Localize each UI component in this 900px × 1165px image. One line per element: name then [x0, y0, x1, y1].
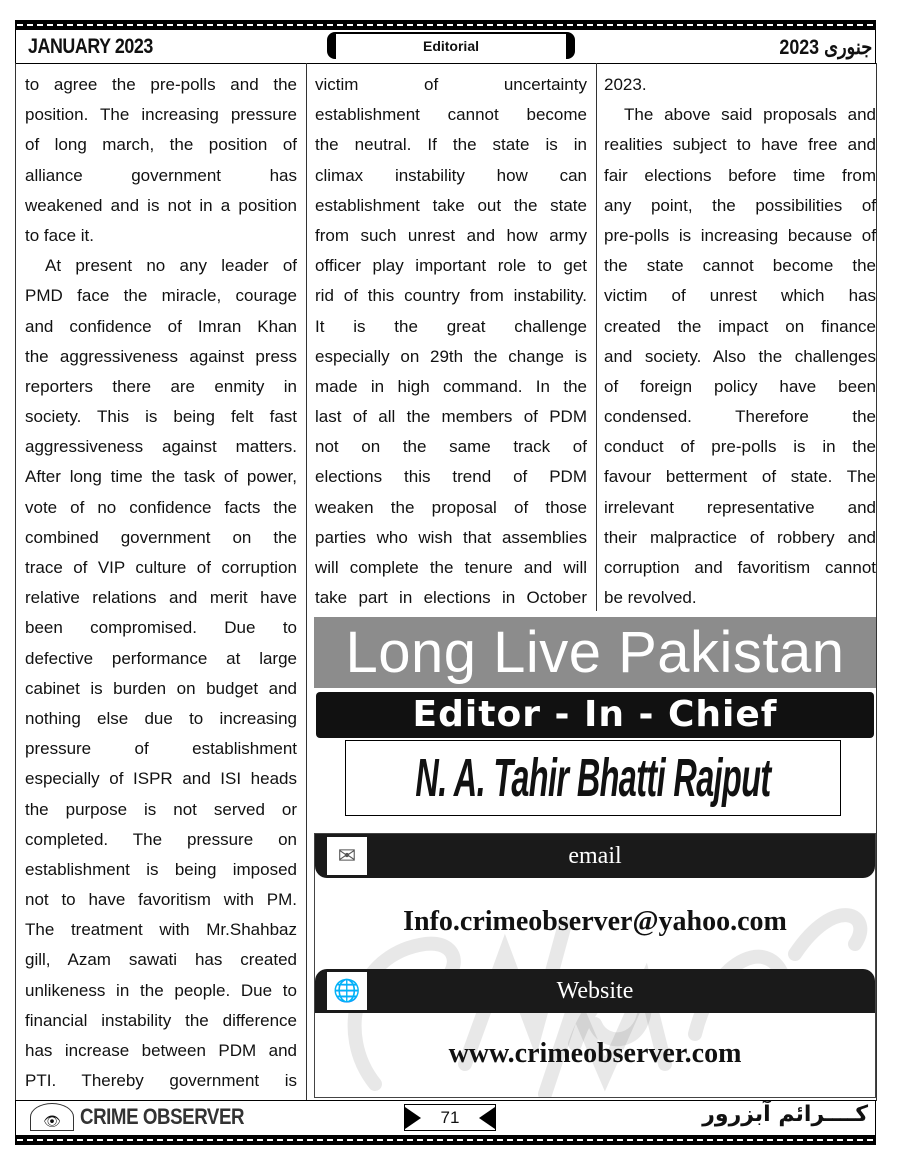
text-line: gill, Azam sawati has created — [25, 950, 297, 970]
text-line: realities subject to have free and — [604, 135, 876, 155]
text-line: establishment is being imposed — [25, 859, 297, 879]
left-border — [15, 63, 16, 1101]
website-url[interactable]: www.crimeobserver.com — [448, 1038, 742, 1069]
text-line: the aggressiveness against press — [25, 346, 297, 366]
text-line: not to have favoritism with PM. — [25, 890, 297, 910]
header-month-en: JANUARY 2023 — [28, 35, 153, 58]
text-line: weaken the proposal of those — [315, 497, 587, 517]
text-line: has increase between PDM and — [25, 1041, 297, 1060]
editor-name-box — [345, 740, 841, 816]
text-line: alliance government has — [25, 165, 297, 185]
text-line: from such unrest and how army — [315, 225, 587, 245]
text-line: fair elections before time from — [604, 165, 876, 185]
text-line: defective performance at large — [25, 648, 297, 668]
text-line: their malpractice of robbery and — [604, 527, 876, 547]
text-line: pre-polls is increasing because of — [604, 225, 876, 245]
email-envelope-icon: ✉ — [327, 837, 367, 875]
right-border — [876, 63, 877, 1101]
page-number: 71 — [404, 1104, 496, 1131]
text-line: the state cannot become the — [604, 256, 876, 276]
text-line: unlikeness in the people. Due to — [25, 980, 297, 1000]
text-line: weakened and is not in a position — [25, 195, 297, 215]
eye-logo-icon: 👁 — [30, 1103, 74, 1131]
text-line: victim of unrest which has — [604, 286, 876, 306]
text-line: After long time the task of power, — [25, 467, 297, 487]
text-line: last of all the members of PDM — [315, 407, 587, 427]
editor-name: N. A. Tahir Bhatti Rajput — [415, 748, 771, 808]
footer-brand — [30, 1103, 273, 1131]
website-label: Website — [556, 978, 634, 1004]
text-line: PTI. Thereby government is — [25, 1071, 297, 1091]
text-line: At present no any leader of — [45, 256, 297, 276]
text-line: combined government on the — [25, 527, 297, 547]
text-line: the neutral. If the state is in — [315, 135, 587, 155]
text-line: of foreign policy have been — [604, 376, 876, 396]
text-line: corruption and favoritism cannot — [604, 558, 876, 577]
text-line: irrelevant representative and — [604, 497, 876, 517]
text-line: condensed. Therefore the — [604, 407, 876, 427]
article-column-2 — [315, 70, 587, 613]
text-line: It is the great challenge — [315, 316, 587, 336]
footer-dash-band — [15, 1135, 876, 1145]
text-line: relative relations and merit have — [25, 588, 297, 608]
text-line: establishment cannot become — [315, 105, 587, 125]
text-line: financial instability the difference — [25, 1010, 297, 1030]
text-line: 2023. — [604, 75, 647, 94]
column-divider — [596, 63, 597, 611]
text-line: conduct of pre-polls is in the — [604, 437, 876, 457]
text-line: victim of uncertainty — [315, 75, 587, 94]
globe-search-icon: 🌐 — [327, 972, 367, 1010]
text-line: parties who wish that assemblies — [315, 527, 587, 547]
text-line: vote of no confidence facts the — [25, 497, 297, 517]
text-line: climax instability how can — [315, 165, 587, 185]
text-line: favour betterment of state. The — [604, 467, 876, 487]
text-line: pressure of establishment — [25, 739, 297, 759]
text-line: completed. The pressure on — [25, 829, 297, 849]
text-line: establishment take out the state — [315, 195, 587, 215]
text-line: the purpose is not served or — [25, 799, 297, 819]
text-line: officer play important role to get — [315, 256, 587, 276]
text-line: to agree the pre-polls and the — [25, 75, 297, 94]
text-line: be revolved. — [604, 588, 697, 608]
text-line: any point, the possibilities of — [604, 195, 876, 215]
text-line: reporters there are enmity in — [25, 376, 297, 396]
text-line: trace of VIP culture of corruption — [25, 558, 297, 577]
text-line: been compromised. Due to — [25, 618, 297, 638]
text-line: The above said proposals and — [624, 105, 876, 125]
text-line: of long march, the position of — [25, 135, 297, 155]
text-line: PMD face the miracle, courage — [25, 286, 297, 306]
header-month-ur: 2023 جنوری — [779, 36, 872, 59]
text-line: nothing else due to increasing — [25, 708, 297, 728]
text-line: The treatment with Mr.Shahbaz — [25, 920, 297, 940]
text-line: elections this trend of PDM — [315, 467, 587, 487]
editor-in-chief-title: Editor - In - Chief — [316, 692, 874, 738]
column-divider — [306, 63, 307, 1101]
text-line: not on the same track of — [315, 437, 587, 457]
article-column-1 — [25, 70, 297, 1096]
contact-box — [314, 833, 876, 1098]
section-tab: Editorial — [327, 32, 575, 59]
text-line: created the impact on finance — [604, 316, 876, 336]
text-line: will complete the tenure and will — [315, 558, 587, 577]
brand-name-urdu: کــــرائم آبزرور — [702, 1102, 868, 1127]
brand-name: CRIME OBSERVER — [80, 1104, 245, 1129]
text-line: take part in elections in October — [315, 588, 587, 608]
text-line: position. The increasing pressure — [25, 105, 297, 125]
text-line: especially on 29th the change is — [315, 346, 587, 366]
text-line: and confidence of Imran Khan — [25, 316, 297, 336]
text-line: society. This is being felt fast — [25, 407, 297, 427]
website-header — [315, 969, 875, 1013]
text-line: made in high command. In the — [315, 376, 587, 396]
long-live-banner: Long Live Pakistan — [314, 617, 876, 688]
text-line: to face it. — [25, 225, 94, 245]
email-address[interactable]: Info.crimeobserver@yahoo.com — [403, 906, 787, 937]
email-header — [315, 834, 875, 878]
text-line: cabinet is burden on budget and — [25, 678, 297, 698]
email-label: email — [568, 843, 622, 869]
text-line: and society. Also the challenges — [604, 346, 876, 366]
text-line: rid of this country from instability. — [315, 286, 587, 306]
text-line: aggressiveness against matters. — [25, 437, 297, 457]
article-column-3 — [604, 70, 876, 613]
text-line: especially of ISPR and ISI heads — [25, 769, 297, 789]
